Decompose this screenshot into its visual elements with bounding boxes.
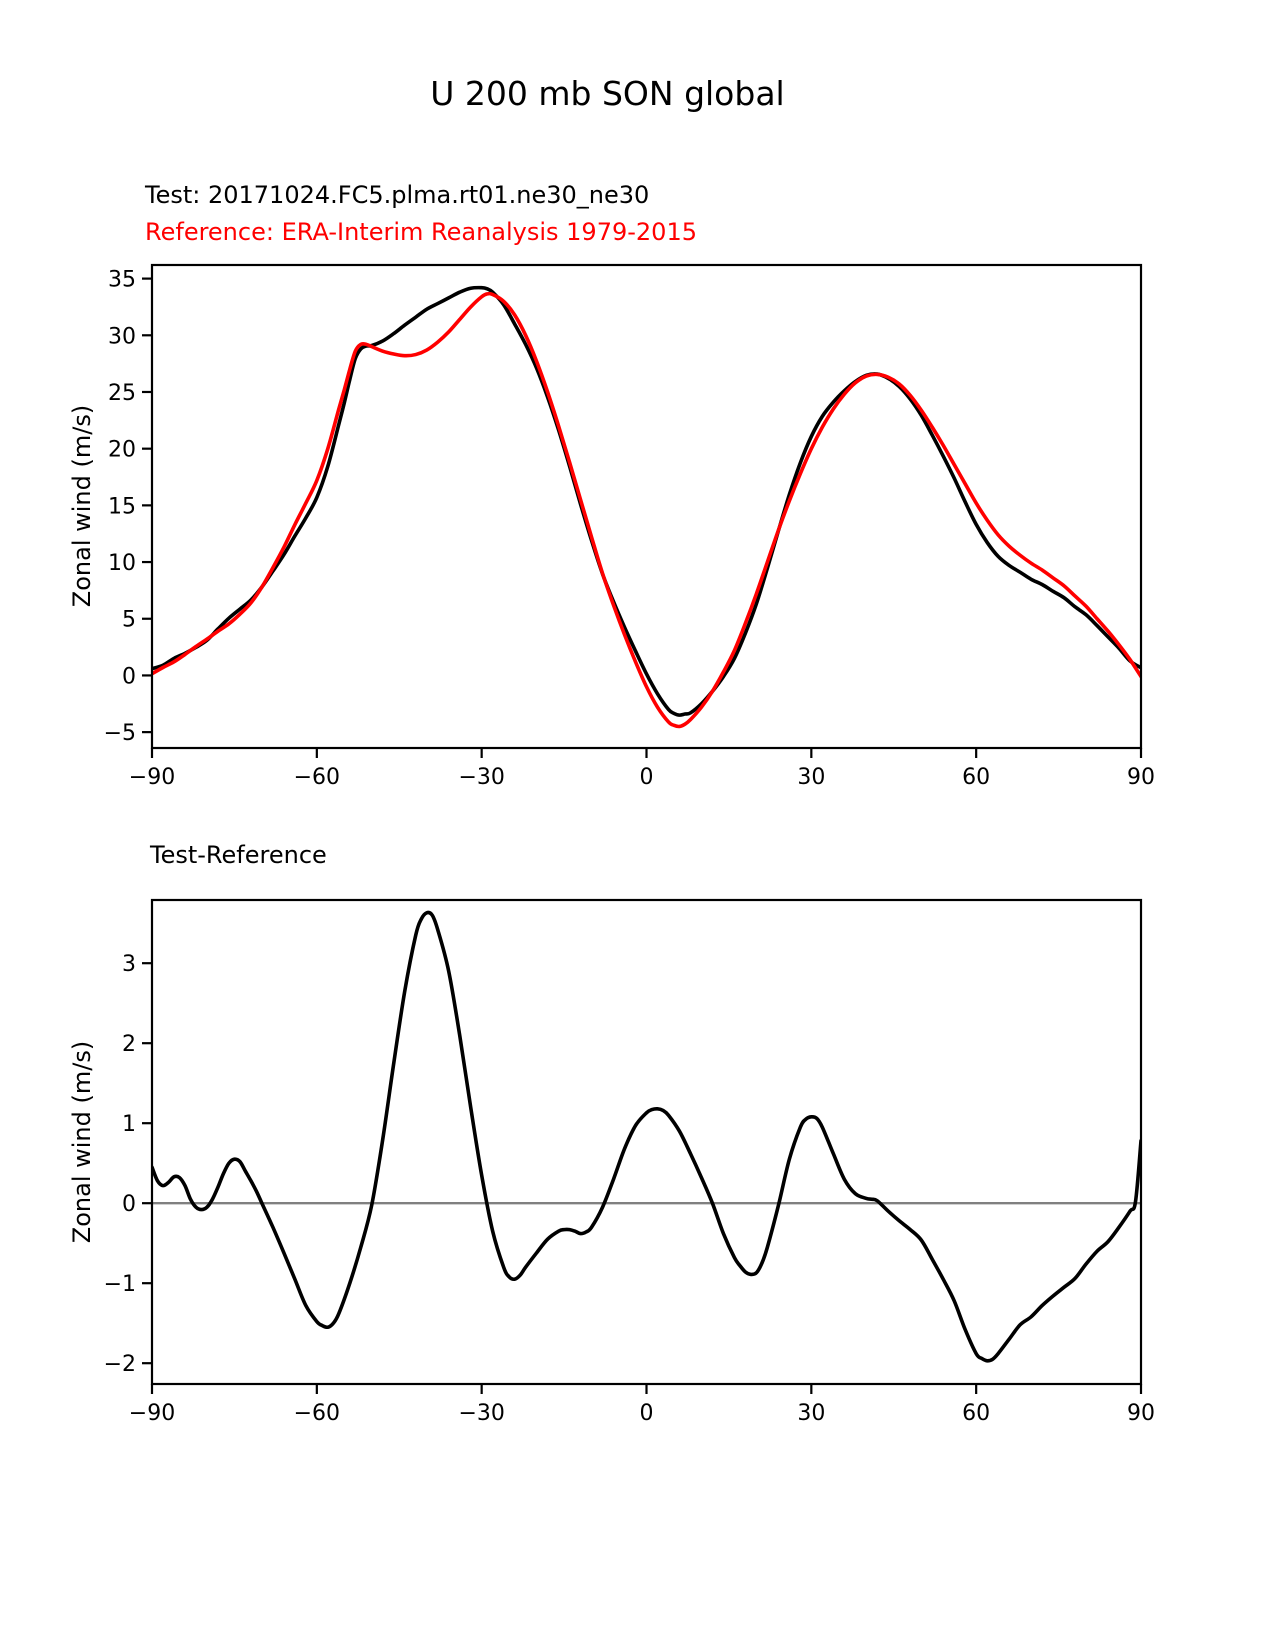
- x-tick-label: −90: [128, 765, 176, 790]
- x-tick-label: −30: [458, 765, 505, 790]
- y-tick-label: 30: [108, 324, 136, 350]
- bottom-chart-y-axis-label: Zonal wind (m/s): [68, 1040, 96, 1244]
- x-tick-label: 30: [797, 765, 826, 790]
- difference-series-line: [152, 912, 1141, 1360]
- y-tick-label: −1: [103, 1272, 136, 1298]
- y-tick-label: 25: [108, 380, 136, 406]
- y-tick-label: 2: [122, 1032, 136, 1058]
- figure-title: U 200 mb SON global: [430, 74, 785, 113]
- x-tick-label: 0: [639, 1401, 654, 1426]
- y-tick-label: −5: [103, 721, 136, 747]
- reference-series-line: [152, 294, 1141, 727]
- test-run-label: Test: 20171024.FC5.plma.rt01.ne30_ne30: [145, 181, 650, 209]
- y-tick-label: 20: [108, 437, 136, 463]
- top-chart-y-axis-label: Zonal wind (m/s): [68, 404, 96, 608]
- x-tick-label: 90: [1127, 1401, 1155, 1426]
- y-tick-label: 35: [108, 267, 136, 293]
- y-tick-label: 15: [108, 494, 136, 520]
- x-tick-label: −90: [128, 1401, 176, 1426]
- plot-frame-1: [152, 900, 1141, 1384]
- plot-series-group-1: [152, 912, 1141, 1360]
- y-tick-label: 1: [122, 1112, 136, 1138]
- x-tick-label: 0: [639, 765, 654, 790]
- y-tick-label: 10: [108, 551, 136, 577]
- plot-series-group-0: [152, 288, 1141, 727]
- x-tick-label: −60: [293, 1401, 341, 1426]
- y-tick-label: 0: [122, 664, 136, 690]
- y-tick-label: 0: [122, 1192, 136, 1218]
- x-tick-label: −60: [293, 765, 341, 790]
- x-tick-label: 30: [797, 1401, 826, 1426]
- y-tick-label: 3: [122, 952, 136, 978]
- reference-run-label: Reference: ERA-Interim Reanalysis 1979-2015: [145, 218, 697, 246]
- x-tick-label: 90: [1127, 765, 1155, 790]
- x-tick-label: 60: [962, 1401, 991, 1426]
- x-tick-label: −30: [458, 1401, 505, 1426]
- y-tick-label: 5: [122, 607, 136, 633]
- x-tick-label: 60: [962, 765, 991, 790]
- difference-chart-title: Test-Reference: [150, 841, 327, 869]
- test-series-line: [152, 288, 1141, 716]
- y-tick-label: −2: [103, 1352, 136, 1378]
